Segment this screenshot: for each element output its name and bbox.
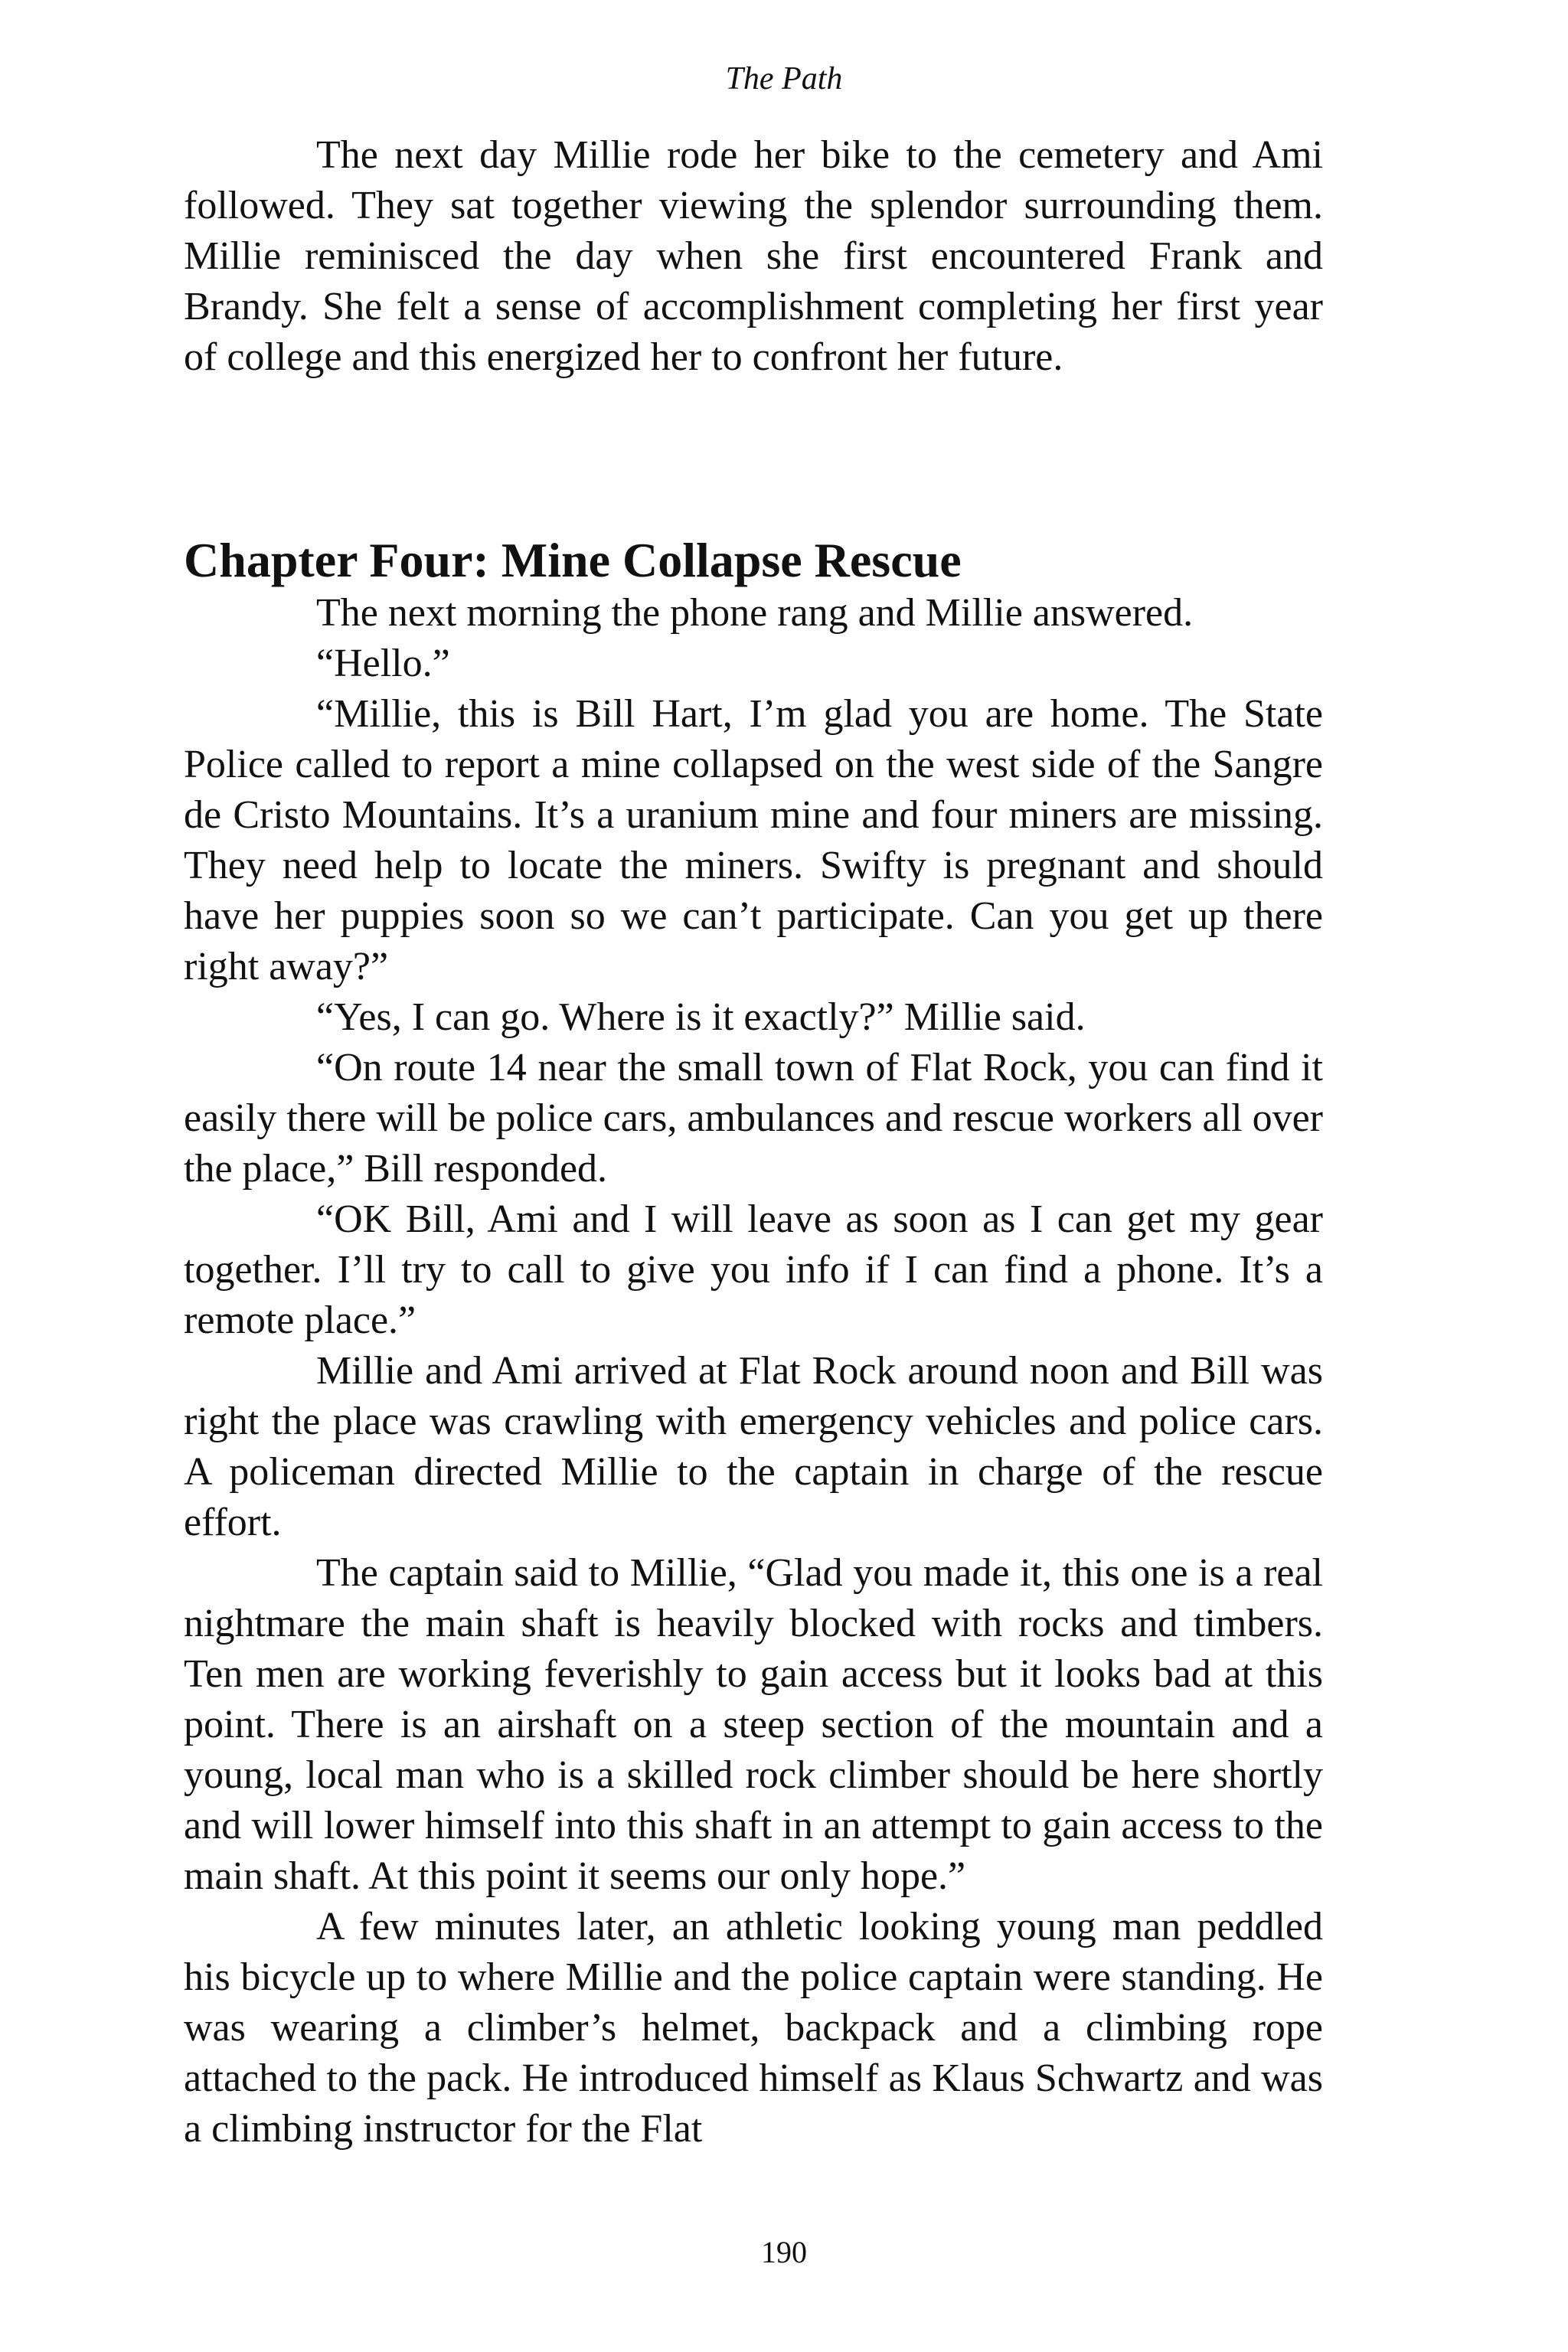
- running-head: The Path: [725, 61, 843, 96]
- paragraph: The next day Millie rode her bike to the cemetery and Ami followed. They sat together viewing the splendor surrounding them. Millie reminisced the day when she first encountered Frank and Brandy. She felt a sense of accomplishment completing her first year of college and this energized her to confront her future.: [184, 133, 1323, 379]
- page-number: 190: [761, 2235, 807, 2269]
- chapter-heading: Chapter Four: Mine Collapse Rescue: [184, 533, 962, 587]
- paragraph: The next morning the phone rang and Millie answered.: [316, 591, 1194, 635]
- paragraph: A few minutes later, an athletic looking young man peddled his bicycle up to where Millie and the police captain were standing. He was wearing a climber’s helmet, backpack and a climbing rope attached to the pack. He introduced himself as Klaus Schwartz and was a climbing instructor for the Flat: [184, 1905, 1323, 2151]
- paragraph: Millie and Ami arrived at Flat Rock around noon and Bill was right the place was crawling with emergency vehicles and police cars. A policeman directed Millie to the captain in charge of the rescue effort.: [184, 1349, 1323, 1544]
- paragraph: “Millie, this is Bill Hart, I’m glad you are home. The State Police called to report a mine collapsed on the west side of the Sangre de Cristo Mountains. It’s a uranium mine and four miners are missing. They need help to locate the miners. Swifty is pregnant and should have her puppies soon so we can’t participate. Can you get up there right away?”: [184, 692, 1323, 988]
- paragraph: “OK Bill, Ami and I will leave as soon as I can get my gear together. I’ll try to call to give you info if I can find a phone. It’s a remote place.”: [184, 1197, 1323, 1342]
- paragraph: “On route 14 near the small town of Flat Rock, you can find it easily there will be police cars, ambulances and rescue workers all over the place,” Bill responded.: [184, 1046, 1323, 1191]
- paragraph: “Hello.”: [316, 642, 450, 685]
- intro-section: [184, 130, 1323, 383]
- paragraph: The captain said to Millie, “Glad you made it, this one is a real nightmare the main shaft is heavily blocked with rocks and timbers. Ten men are working feverishly to gain access but it looks bad at this point. There is an airshaft on a steep section of the mountain and a young, local man who is a skilled rock climber should be here shortly and will lower himself into this shaft in an attempt to gain access to the main shaft. At this point it seems our only hope.”: [184, 1551, 1323, 1898]
- paragraph: “Yes, I can go. Where is it exactly?” Millie said.: [316, 995, 1086, 1039]
- chapter-body: [184, 588, 1323, 2154]
